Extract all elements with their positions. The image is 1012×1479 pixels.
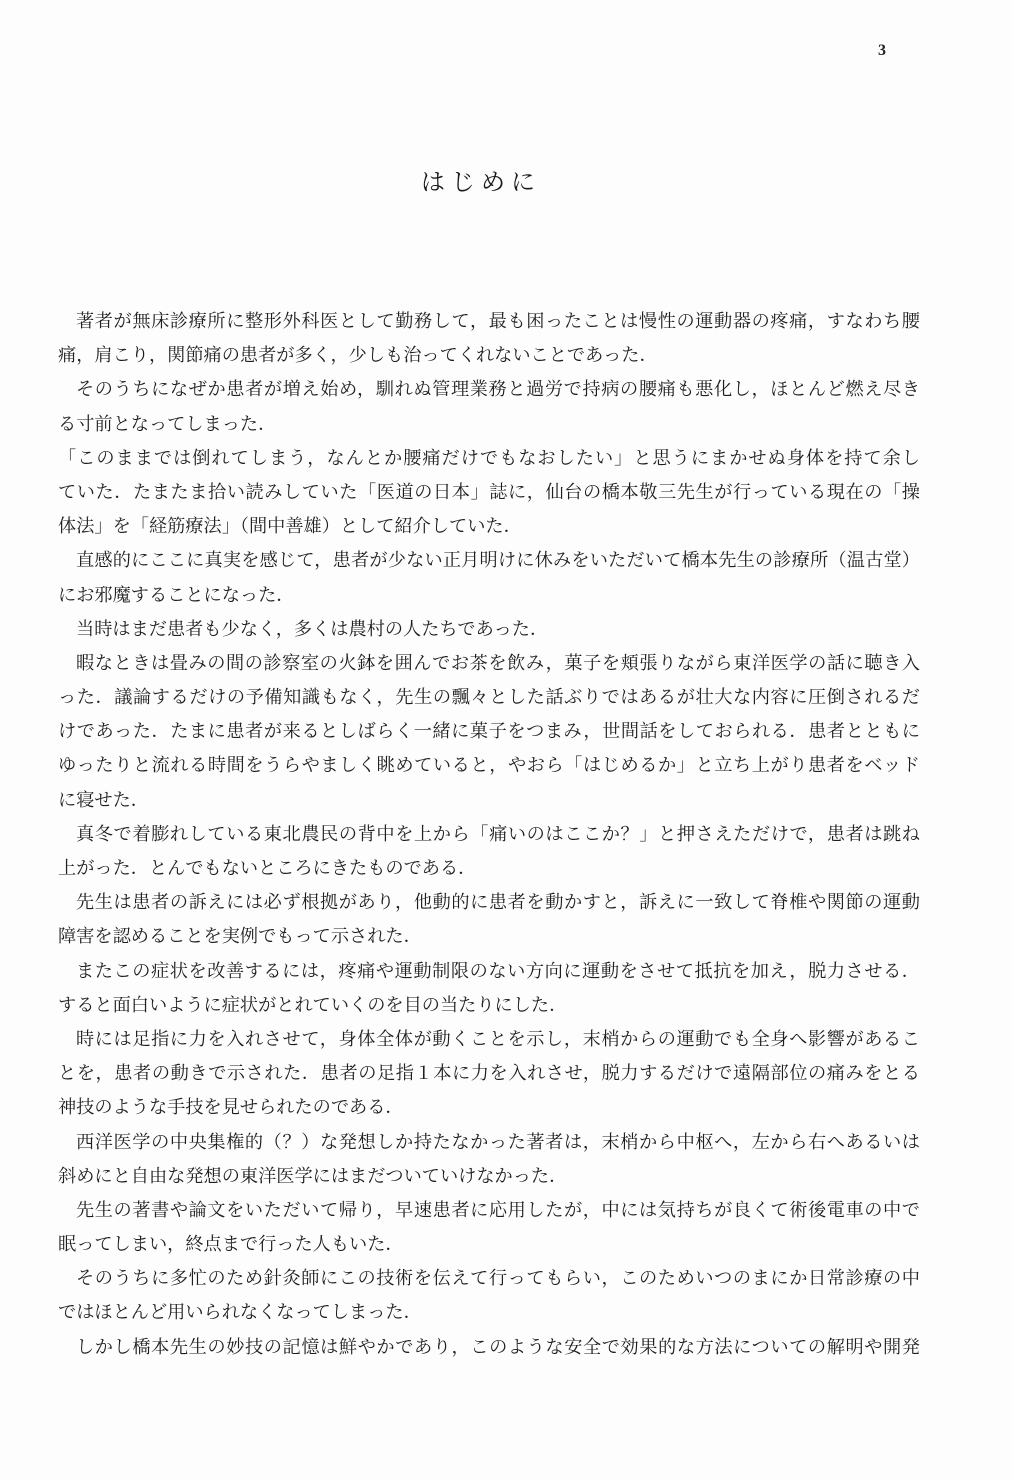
text-line: 上がった．とんでもないところにきたものである． <box>58 858 477 879</box>
text-line: しかし橋本先生の妙技の記憶は鮮やかであり，このような安全で効果的な方法についての解明や開発 <box>76 1336 920 1358</box>
text-line: る寸前となってしまった． <box>58 413 277 435</box>
text-line: そのうちになぜか患者が増え始め，馴れぬ管理業務と過労で持病の腰痛も悪化し，ほとんど燃え尽き <box>76 379 920 401</box>
text-line: 神技のような手技を見せられたのである． <box>58 1097 404 1119</box>
text-line: 当時はまだ患者も少なく，多くは農村の人たちであった． <box>76 618 549 640</box>
text-line: 先生は患者の訴えには必ず根拠があり，他動的に患者を動かすと，訴えに一致して脊椎や関節の運動 <box>76 892 920 914</box>
text-line: にお邪魔することになった． <box>58 584 295 606</box>
text-line: 体法」を「経筋療法」（間中善雄）として紹介していた． <box>58 516 522 538</box>
body-text <box>58 305 920 1365</box>
text-line: そのうちに多忙のため針灸師にこの技術を伝えて行ってもらい，このためいつのまにか日常診療の中 <box>76 1268 920 1290</box>
text-line: けであった．たまに患者が来るとしばらく一緒に菓子をつまみ，世間話をしておられる．患者とともに <box>58 721 920 743</box>
text-line: すると面白いように症状がとれていくのを目の当たりにした． <box>58 994 568 1016</box>
text-line: 斜めにと自由な発想の東洋医学にはまだついていけなかった． <box>58 1165 568 1187</box>
text-line: 「このままでは倒れてしまう，なんとか腰痛だけでもなおしたい」と思うにまかせぬ身体を持て余し <box>58 447 920 469</box>
text-line: またこの症状を改善するには，疼痛や運動制限のない方向に運動をさせて抵抗を加え，脱力させる． <box>76 960 920 982</box>
text-line: とを，患者の動きで示された．患者の足指１本に力を入れさせ，脱力するだけで遠隔部位の痛みをとる <box>58 1063 920 1085</box>
text-line: 痛，肩こり，関節痛の患者が多く，少しも治ってくれないことであった． <box>58 345 658 367</box>
text-line: 先生の著書や論文をいただいて帰り，早速患者に応用したが，中には気持ちが良くて術後電車の中で <box>76 1199 920 1221</box>
page-number: 3 <box>878 42 886 59</box>
text-line: ではほとんど用いられなくなってしまった． <box>58 1302 422 1324</box>
text-line: 障害を認めることを実例でもって示された． <box>58 926 422 948</box>
text-line: った．議論するだけの予備知識もなく，先生の飄々とした話ぶりではあるが壮大な内容に圧倒されるだ <box>58 687 920 709</box>
text-line: 時には足指に力を入れさせて，身体全体が動くことを示し，末梢からの運動でも全身へ影響があるこ <box>76 1028 920 1050</box>
text-line: に寝せた． <box>58 789 149 811</box>
text-line: 眠ってしまい，終点まで行った人もいた． <box>58 1234 404 1256</box>
text-line: 暇なときは畳みの間の診察室の火鉢を囲んでお茶を飲み，菓子を頬張りながら東洋医学の話に聴き入 <box>76 652 920 674</box>
page-title: はじめに <box>421 168 541 196</box>
text-line: 著者が無床診療所に整形外科医として勤務して，最も困ったことは慢性の運動器の疼痛，すなわち腰 <box>76 311 920 332</box>
text-line: 直感的にここに真実を感じて，患者が少ない正月明けに休みをいただいて橋本先生の診療所（温古堂） <box>76 550 920 572</box>
text-line: 西洋医学の中央集権的（？）な発想しか持たなかった著者は，末梢から中枢へ，左から右へあるいは <box>76 1131 920 1153</box>
text-line: 真冬で着膨れしている東北農民の背中を上から「痛いのはここか？」と押さえただけで，患者は跳ね <box>76 823 920 845</box>
text-line: ていた．たまたま拾い読みしていた「医道の日本」誌に，仙台の橋本敬三先生が行っている現在の「操 <box>58 481 920 503</box>
text-line: ゆったりと流れる時間をうらやましく眺めていると，やおら「はじめるか」と立ち上がり患者をベッド <box>58 755 920 777</box>
